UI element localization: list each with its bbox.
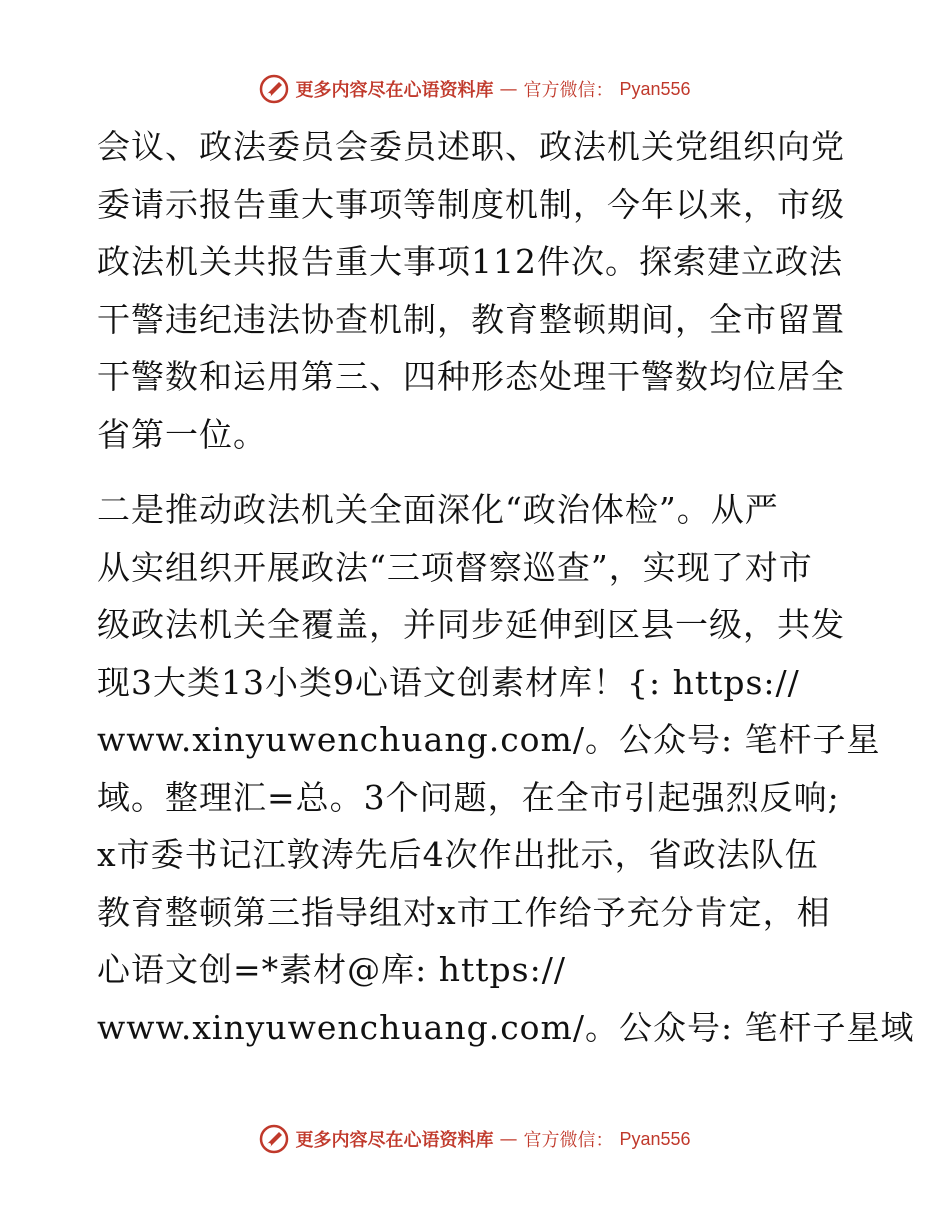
text-line: 级政法机关全覆盖，并同步延伸到区县一级，共发 bbox=[97, 605, 845, 644]
paragraph-1 bbox=[97, 118, 857, 463]
paragraph-gap bbox=[97, 463, 857, 481]
text-line: 干警数和运用第三、四种形态处理干警数均位居全 bbox=[97, 357, 845, 396]
banner-wechat-id: Pyan556 bbox=[619, 78, 691, 99]
document-body bbox=[97, 118, 915, 1056]
text-line: www.xinyuwenchuang.com/。公众号: 笔杆子星 bbox=[97, 720, 881, 759]
banner-wechat-label: 官方微信： bbox=[523, 80, 614, 101]
text-line: 委请示报告重大事项等制度机制，今年以来，市级 bbox=[97, 184, 845, 224]
text-line: 现3大类13小类9心语文创素材库！{: https:// bbox=[97, 662, 800, 702]
banner-wechat-label: 官方微信： bbox=[523, 1130, 614, 1151]
text-line: 政法机关共报告重大事项112件次。探索建立政法 bbox=[97, 242, 843, 281]
banner-site-text: 更多内容尽在心语资料库 bbox=[295, 1130, 494, 1151]
text-line: 域。整理汇=总。3个问题，在全市引起强烈反响; bbox=[97, 777, 840, 817]
text-line: 省第一位。 bbox=[97, 414, 267, 454]
footer-banner bbox=[0, 1124, 950, 1154]
brand-logo-icon bbox=[259, 1124, 289, 1154]
paragraph-2 bbox=[97, 481, 915, 1056]
text-line: 教育整顿第三指导组对x市工作给予充分肯定，相 bbox=[97, 892, 831, 932]
text-line: 会议、政法委员会委员述职、政法机关党组织向党 bbox=[97, 127, 845, 166]
text-line: www.xinyuwenchuang.com/。公众号: 笔杆子星域 bbox=[97, 1007, 915, 1047]
banner-dash: — bbox=[499, 1128, 518, 1150]
banner-site-text: 更多内容尽在心语资料库 bbox=[295, 80, 494, 101]
text-line: 二是推动政法机关全面深化“政治体检”。从严 bbox=[97, 490, 779, 529]
banner-wechat-id: Pyan556 bbox=[619, 1128, 691, 1149]
text-line: 从实组织开展政法“三项督察巡查”，实现了对市 bbox=[97, 547, 813, 587]
text-line: x市委书记江敦涛先后4次作出批示，省政法队伍 bbox=[97, 835, 819, 874]
banner-dash: — bbox=[499, 78, 518, 100]
text-line: 干警违纪违法协查机制，教育整顿期间，全市留置 bbox=[97, 299, 845, 339]
text-line: 心语文创=*素材@库: https:// bbox=[97, 950, 566, 989]
header-banner bbox=[0, 74, 950, 104]
brand-logo-icon bbox=[259, 74, 289, 104]
